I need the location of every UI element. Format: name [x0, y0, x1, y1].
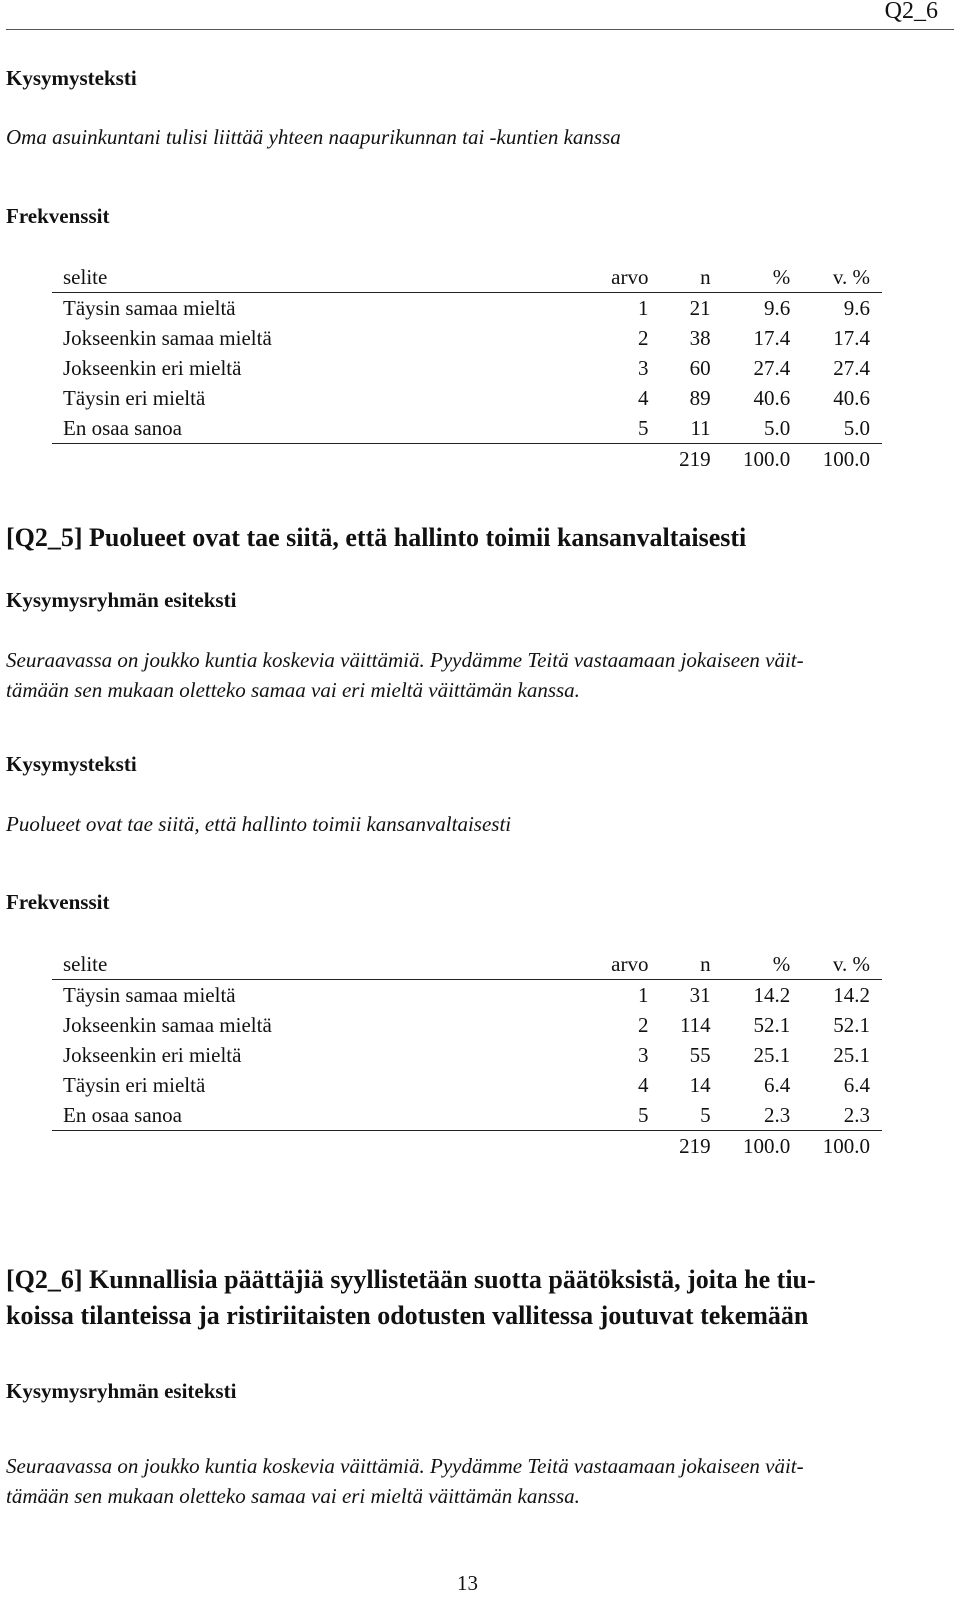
row-n: 31 [689, 982, 711, 1007]
row-arvo: 5 [637, 1102, 649, 1127]
row-pct: 9.6 [763, 295, 791, 320]
page-number: 13 [457, 1571, 478, 1595]
table-row [52, 1100, 882, 1131]
row-label: Jokseenkin samaa mieltä [63, 1012, 272, 1037]
row-vpct: 27.4 [833, 355, 870, 380]
row-vpct: 25.1 [833, 1042, 870, 1067]
question-label: Kysymysteksti [6, 752, 137, 776]
table-row [52, 323, 882, 353]
row-arvo: 2 [637, 325, 649, 350]
column-header: v. % [832, 264, 870, 289]
row-arvo: 3 [637, 355, 649, 380]
row-arvo: 1 [637, 982, 649, 1007]
section-title: [Q2_5] Puolueet ovat tae siitä, että hallinto toimii kansanvaltaisesti [6, 523, 747, 552]
row-label: En osaa sanoa [63, 1102, 182, 1127]
column-header: selite [63, 264, 108, 289]
row-label: Jokseenkin samaa mieltä [63, 325, 272, 350]
row-n: 11 [690, 415, 711, 440]
column-header: v. % [832, 951, 870, 976]
row-n: 55 [689, 1042, 711, 1067]
row-vpct: 9.6 [843, 295, 870, 320]
row-label: Täysin samaa mieltä [63, 982, 236, 1007]
row-n: 60 [689, 355, 711, 380]
row-n: 114 [679, 1012, 711, 1037]
row-n: 14 [689, 1072, 711, 1097]
section-title [6, 1262, 936, 1334]
column-header: n [700, 951, 711, 976]
total-n: 219 [679, 446, 711, 471]
total-n: 219 [679, 1133, 711, 1158]
question-group-label: Kysymysryhmän esiteksti [6, 1379, 237, 1403]
row-arvo: 4 [637, 385, 649, 410]
table-total-row [52, 1131, 882, 1162]
question-label: Kysymysteksti [6, 66, 137, 90]
total-pct: 100.0 [742, 1133, 791, 1158]
frequencies-label: Frekvenssit [6, 204, 110, 228]
row-label: Täysin eri mieltä [63, 1072, 206, 1097]
row-pct: 25.1 [753, 1042, 791, 1067]
column-header: % [772, 264, 791, 289]
total-vpct: 100.0 [822, 446, 870, 471]
row-pct: 27.4 [753, 355, 791, 380]
table-row [52, 353, 882, 383]
row-n: 89 [689, 385, 711, 410]
row-label: Jokseenkin eri mieltä [63, 355, 242, 380]
table-row [52, 1010, 882, 1040]
row-label: Täysin samaa mieltä [63, 295, 236, 320]
row-n: 38 [689, 325, 711, 350]
row-pct: 5.0 [763, 415, 791, 440]
row-vpct: 6.4 [843, 1072, 870, 1097]
row-arvo: 1 [637, 295, 649, 320]
question-text: Oma asuinkuntani tulisi liittää yhteen naapurikunnan tai -kuntien kanssa [6, 125, 621, 149]
section-title-line: koissa tilanteissa ja ristiriitaisten odotusten vallitessa joutuvat tekemään [6, 1301, 809, 1330]
row-pct: 17.4 [753, 325, 791, 350]
question-group-text-line: tämään sen mukaan oletteko samaa vai eri mieltä väittämän kanssa. [6, 1484, 580, 1508]
row-label: Jokseenkin eri mieltä [63, 1042, 242, 1067]
table-total-row [52, 444, 882, 475]
frequency-table [52, 262, 882, 474]
row-label: En osaa sanoa [63, 415, 182, 440]
column-header: arvo [611, 264, 649, 289]
row-arvo: 4 [637, 1072, 649, 1097]
table-header-row [52, 949, 882, 980]
table-header-row [52, 262, 882, 293]
question-group-text-line: Seuraavassa on joukko kuntia koskevia väittämiä. Pyydämme Teitä vastaamaan jokaiseen väit- [6, 1454, 804, 1478]
column-header: n [700, 264, 711, 289]
row-vpct: 5.0 [843, 415, 870, 440]
row-vpct: 14.2 [833, 982, 870, 1007]
row-arvo: 3 [637, 1042, 649, 1067]
row-vpct: 2.3 [843, 1102, 870, 1127]
total-pct: 100.0 [742, 446, 791, 471]
question-text: Puolueet ovat tae siitä, että hallinto toimii kansanvaltaisesti [6, 812, 512, 836]
row-arvo: 5 [637, 415, 649, 440]
question-group-label: Kysymysryhmän esiteksti [6, 588, 237, 612]
row-n: 21 [689, 295, 711, 320]
row-pct: 40.6 [753, 385, 791, 410]
row-vpct: 40.6 [833, 385, 870, 410]
question-group-text-line: Seuraavassa on joukko kuntia koskevia väittämiä. Pyydämme Teitä vastaamaan jokaiseen väit- [6, 648, 804, 672]
row-pct: 14.2 [753, 982, 791, 1007]
row-n: 5 [700, 1102, 711, 1127]
row-pct: 52.1 [753, 1012, 791, 1037]
table-row [52, 293, 882, 324]
column-header: arvo [611, 951, 649, 976]
total-vpct: 100.0 [822, 1133, 870, 1158]
table-row [52, 980, 882, 1011]
row-arvo: 2 [637, 1012, 649, 1037]
question-group-text [6, 645, 936, 705]
running-header-tag: Q2_6 [884, 0, 938, 24]
column-header: % [772, 951, 791, 976]
frequencies-label: Frekvenssit [6, 890, 110, 914]
table-row [52, 383, 882, 413]
row-vpct: 17.4 [833, 325, 870, 350]
table-row [52, 1040, 882, 1070]
row-pct: 6.4 [763, 1072, 791, 1097]
column-header: selite [63, 951, 108, 976]
table-row [52, 413, 882, 444]
row-vpct: 52.1 [833, 1012, 870, 1037]
frequency-table [52, 949, 882, 1161]
question-group-text [6, 1451, 936, 1511]
question-group-text-line: tämään sen mukaan oletteko samaa vai eri mieltä väittämän kanssa. [6, 678, 580, 702]
section-title-line: [Q2_6] Kunnallisia päättäjiä syyllistetään suotta päätöksistä, joita he tiu- [6, 1265, 816, 1294]
table-row [52, 1070, 882, 1100]
row-label: Täysin eri mieltä [63, 385, 206, 410]
row-pct: 2.3 [763, 1102, 791, 1127]
header-rule [6, 29, 954, 30]
